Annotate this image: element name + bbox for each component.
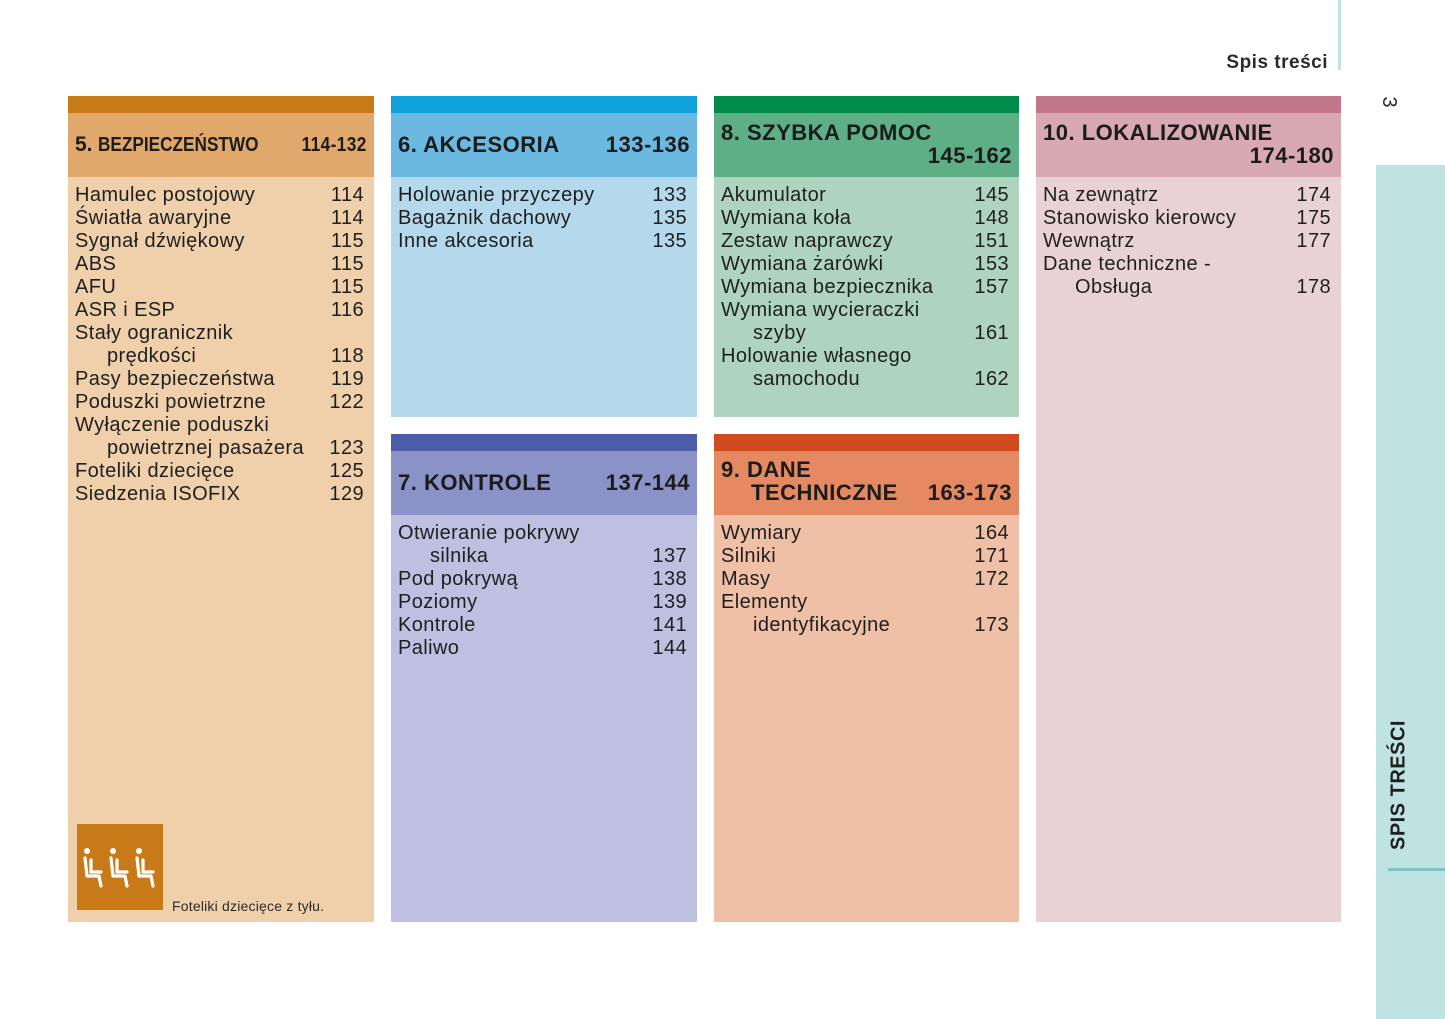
toc-entry[interactable] [721, 545, 1009, 568]
toc-entry-page: 172 [974, 568, 1009, 590]
panel-header[interactable] [714, 451, 1019, 515]
icon-caption: Foteliki dziecięce z tyłu. [172, 898, 325, 914]
toc-entry[interactable] [75, 207, 364, 230]
toc-entry[interactable] [1043, 184, 1331, 207]
toc-entry[interactable] [75, 345, 364, 368]
toc-entry-page: 122 [329, 391, 364, 413]
section-title: 7. KONTROLE [398, 470, 552, 495]
section-panel-quick-help [714, 96, 1019, 417]
toc-entry-page: 135 [652, 207, 687, 229]
toc-entry-title: ABS [75, 253, 117, 275]
toc-entry-title: Obsługa [1075, 276, 1153, 298]
toc-entry[interactable] [75, 253, 364, 276]
toc-entry[interactable] [721, 591, 1009, 614]
toc-entry-title: Światła awaryjne [75, 207, 232, 229]
panel-body [714, 515, 1019, 922]
panel-color-bar [714, 96, 1019, 113]
toc-entry-title: prędkości [107, 345, 197, 367]
toc-entry-title: Wyłączenie poduszki [75, 414, 270, 436]
toc-entry[interactable] [75, 391, 364, 414]
toc-entry-title: Wymiana bezpiecznika [721, 276, 934, 298]
toc-entry[interactable] [721, 230, 1009, 253]
toc-entry-title: Pasy bezpieczeństwa [75, 368, 275, 390]
section-title: 6. AKCESORIA [398, 132, 560, 157]
toc-entry-title: Paliwo [398, 637, 460, 659]
toc-entry[interactable] [398, 184, 687, 207]
toc-entry[interactable] [398, 568, 687, 591]
toc-entry-title: Stały ogranicznik [75, 322, 233, 344]
toc-entry-title: samochodu [753, 368, 860, 390]
page-number: 3 [1378, 96, 1400, 108]
toc-entry[interactable] [721, 522, 1009, 545]
toc-entry-title: AFU [75, 276, 117, 298]
toc-entry-title: silnika [430, 545, 489, 567]
toc-entry-page: 116 [330, 299, 364, 321]
toc-entry[interactable] [75, 299, 364, 322]
panel-body [391, 515, 697, 922]
toc-entry[interactable] [75, 460, 364, 483]
toc-entry[interactable] [721, 299, 1009, 322]
toc-list [68, 177, 374, 506]
toc-entry-page: 177 [1296, 230, 1331, 252]
toc-entry-page: 157 [974, 276, 1009, 298]
toc-entry[interactable] [398, 614, 687, 637]
section-page-range: 114-132 [301, 133, 367, 156]
page-header-title: Spis treści [1226, 52, 1328, 73]
toc-entry-title: Inne akcesoria [398, 230, 534, 252]
toc-entry[interactable] [398, 637, 687, 660]
toc-entry[interactable] [398, 522, 687, 545]
section-page-range: 145-162 [927, 143, 1012, 168]
child-seats-rear-icon [77, 824, 163, 910]
toc-entry-title: Masy [721, 568, 771, 590]
toc-entry-page: 138 [652, 568, 687, 590]
toc-entry[interactable] [398, 545, 687, 568]
toc-entry-page: 135 [652, 230, 687, 252]
toc-entry-title: Zestaw naprawczy [721, 230, 894, 252]
section-panel-technical-data [714, 434, 1019, 922]
toc-entry-page: 151 [974, 230, 1009, 252]
toc-entry-page: 118 [330, 345, 364, 367]
toc-entry-page: 139 [652, 591, 687, 613]
toc-entry-page: 114 [330, 184, 364, 206]
panel-header[interactable] [1036, 113, 1341, 177]
toc-entry-page: 164 [974, 522, 1009, 544]
toc-entry-page: 162 [974, 368, 1009, 390]
toc-entry-title: Holowanie własnego [721, 345, 912, 367]
toc-entry-page: 129 [329, 483, 364, 505]
toc-entry-title: Kontrole [398, 614, 476, 636]
toc-entry-title: szyby [753, 322, 807, 344]
toc-entry-page: 145 [974, 184, 1009, 206]
toc-entry-title: Siedzenia ISOFIX [75, 483, 241, 505]
toc-entry-title: Foteliki dziecięce [75, 460, 235, 482]
side-tab-divider [1388, 868, 1445, 871]
toc-entry-page: 153 [974, 253, 1009, 275]
toc-entry-page: 174 [1296, 184, 1331, 206]
toc-entry-title: Wymiana koła [721, 207, 852, 229]
section-title: 9. DANE [721, 457, 812, 482]
panel-header[interactable] [68, 113, 374, 177]
toc-entry-title: Wymiary [721, 522, 802, 544]
toc-entry-title: Bagażnik dachowy [398, 207, 572, 229]
toc-entry-title: identyfikacyjne [753, 614, 891, 636]
section-title: 8. SZYBKA POMOC [721, 120, 932, 145]
toc-entry-title: Akumulator [721, 184, 827, 206]
panel-body [391, 177, 697, 417]
toc-list [714, 515, 1019, 637]
toc-entry-title: Holowanie przyczepy [398, 184, 595, 206]
toc-entry-title: Pod pokrywą [398, 568, 519, 590]
toc-entry-page: 119 [330, 368, 364, 390]
toc-entry-page: 141 [652, 614, 687, 636]
header-divider [1338, 0, 1341, 70]
toc-entry[interactable] [75, 483, 364, 506]
toc-entry[interactable] [721, 253, 1009, 276]
toc-entry-page: 114 [330, 207, 364, 229]
toc-entry-title: Na zewnątrz [1043, 184, 1159, 206]
toc-entry-title: Sygnał dźwiękowy [75, 230, 245, 252]
toc-entry[interactable] [1043, 253, 1331, 276]
panel-body [68, 177, 374, 922]
toc-entry[interactable] [75, 230, 364, 253]
toc-entry-page: 178 [1296, 276, 1331, 298]
toc-entry[interactable] [721, 184, 1009, 207]
section-panel-safety [68, 96, 374, 922]
toc-entry[interactable] [721, 568, 1009, 591]
toc-entry[interactable] [398, 207, 687, 230]
toc-entry-title: Otwieranie pokrywy [398, 522, 580, 544]
toc-entry[interactable] [75, 437, 364, 460]
side-tab-label: SPIS TREŚCI [1387, 720, 1410, 850]
panel-color-bar [391, 434, 697, 451]
panel-color-bar [714, 434, 1019, 451]
toc-entry-title: Poduszki powietrzne [75, 391, 267, 413]
toc-entry[interactable] [75, 322, 364, 345]
panel-color-bar [68, 96, 374, 113]
toc-entry-title: Wymiana żarówki [721, 253, 884, 275]
toc-list [391, 515, 697, 660]
section-number: 5. [75, 133, 93, 156]
side-tab[interactable] [1376, 165, 1445, 1019]
toc-entry-title: Stanowisko kierowcy [1043, 207, 1237, 229]
toc-entry-title: Elementy [721, 591, 808, 613]
section-panel-location [1036, 96, 1341, 922]
toc-entry-page: 125 [329, 460, 364, 482]
toc-entry-page: 123 [329, 437, 364, 459]
toc-entry[interactable] [721, 276, 1009, 299]
toc-entry[interactable] [398, 591, 687, 614]
toc-entry[interactable] [75, 368, 364, 391]
toc-entry[interactable] [721, 345, 1009, 368]
section-page-range: 137-144 [605, 470, 690, 495]
toc-entry-page: 115 [330, 253, 364, 275]
toc-entry[interactable] [75, 184, 364, 207]
toc-entry-title: Wewnątrz [1043, 230, 1135, 252]
toc-entry[interactable] [721, 368, 1009, 391]
panel-color-bar [1036, 96, 1341, 113]
toc-list [1036, 177, 1341, 299]
toc-entry-page: 137 [652, 545, 687, 567]
toc-entry-page: 115 [330, 230, 364, 252]
section-title: 10. LOKALIZOWANIE [1043, 120, 1273, 145]
toc-entry-title: Hamulec postojowy [75, 184, 256, 206]
toc-entry-page: 173 [974, 614, 1009, 636]
panel-header[interactable] [714, 113, 1019, 177]
toc-entry[interactable] [1043, 276, 1331, 299]
section-panel-accessories [391, 96, 697, 417]
panel-body [1036, 177, 1341, 922]
section-page-range: 163-173 [927, 480, 1012, 505]
toc-entry[interactable] [721, 322, 1009, 345]
toc-list [391, 177, 697, 253]
toc-entry-page: 148 [974, 207, 1009, 229]
toc-entry[interactable] [1043, 230, 1331, 253]
section-page-range: 174-180 [1249, 143, 1334, 168]
toc-entry-title: Silniki [721, 545, 777, 567]
toc-entry[interactable] [75, 414, 364, 437]
section-panel-checks [391, 434, 697, 922]
toc-entry[interactable] [398, 230, 687, 253]
toc-entry-page: 133 [652, 184, 687, 206]
toc-entry[interactable] [721, 207, 1009, 230]
toc-entry[interactable] [1043, 207, 1331, 230]
toc-entry-page: 171 [974, 545, 1009, 567]
section-title: BEZPIECZEŃSTWO [98, 134, 259, 156]
toc-entry-title: Dane techniczne - [1043, 253, 1212, 275]
toc-entry-title: ASR i ESP [75, 299, 176, 321]
toc-entry[interactable] [75, 276, 364, 299]
toc-entry-title: Wymiana wycieraczki [721, 299, 920, 321]
toc-entry-title: powietrznej pasażera [107, 437, 304, 459]
panel-body [714, 177, 1019, 417]
toc-entry-title: Poziomy [398, 591, 478, 613]
panel-color-bar [391, 96, 697, 113]
panel-header[interactable] [391, 451, 697, 515]
section-title-continued: TECHNICZNE [751, 480, 898, 505]
section-page-range: 133-136 [605, 132, 690, 157]
toc-list [714, 177, 1019, 391]
panel-header[interactable] [391, 113, 697, 177]
toc-entry-page: 161 [974, 322, 1009, 344]
toc-entry[interactable] [721, 614, 1009, 637]
toc-entry-page: 175 [1296, 207, 1331, 229]
toc-entry-page: 144 [652, 637, 687, 659]
toc-entry-page: 115 [330, 276, 364, 298]
